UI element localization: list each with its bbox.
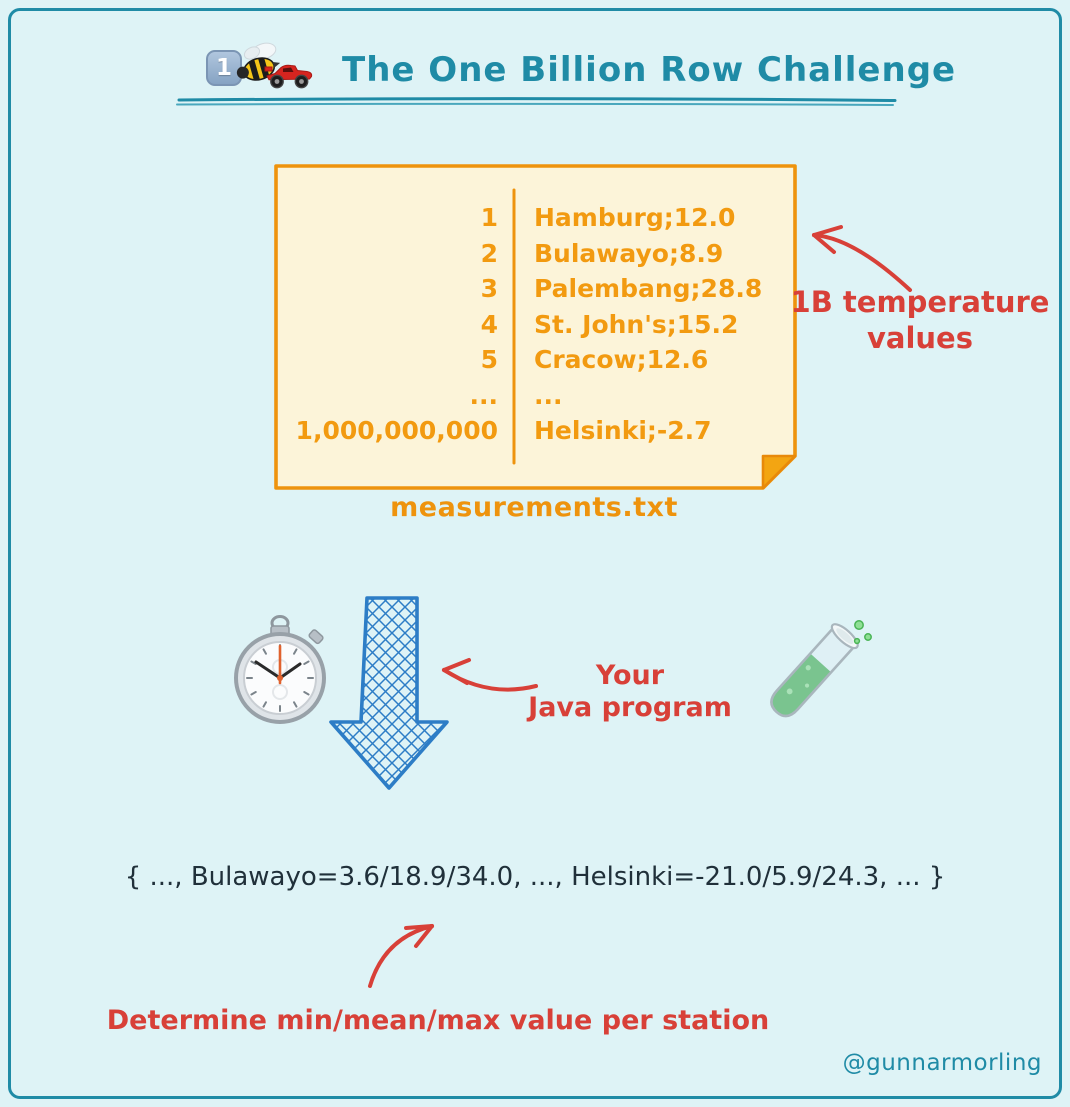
temperature-values-label-line1: 1B temperature — [790, 285, 1050, 319]
file-line-text: Hamburg;12.0 — [534, 203, 736, 233]
red-arrow-to-result-icon — [360, 912, 445, 994]
file-row — [270, 271, 780, 307]
crosshatch-down-arrow-icon — [327, 594, 452, 796]
line-number: 4 — [480, 309, 498, 339]
line-number: 1,000,000,000 — [295, 416, 498, 446]
line-number: 3 — [480, 274, 498, 304]
author-credit: @gunnarmorling — [842, 1050, 1042, 1076]
file-line-text: St. John's;15.2 — [534, 309, 739, 339]
file-content — [270, 200, 780, 449]
line-number: ... — [469, 380, 498, 410]
temperature-values-label — [790, 284, 1050, 356]
test-tube-icon — [738, 610, 878, 750]
line-number: 1 — [480, 203, 498, 233]
temperature-values-label-line2: values — [867, 321, 973, 355]
stopwatch-icon — [228, 610, 332, 728]
file-row — [270, 307, 780, 343]
file-row — [270, 200, 780, 236]
file-line-text: Bulawayo;8.9 — [534, 238, 724, 268]
file-row — [270, 236, 780, 272]
java-program-label-line2: Java program — [528, 692, 732, 723]
file-line-text: ... — [534, 380, 563, 410]
file-line-text: Helsinki;-2.7 — [534, 416, 712, 446]
determine-label: Determine min/mean/max value per station — [106, 1005, 770, 1036]
result-line: { ..., Bulawayo=3.6/18.9/34.0, ..., Helsinki=-21.0/5.9/24.3, ... } — [124, 862, 946, 892]
file-row — [270, 342, 780, 378]
file-row — [270, 378, 780, 414]
java-program-label-line1: Your — [595, 660, 665, 691]
file-caption: measurements.txt — [390, 492, 678, 523]
line-number: 5 — [480, 345, 498, 375]
file-line-text: Cracow;12.6 — [534, 345, 709, 375]
file-row — [270, 413, 780, 449]
racing-car-icon — [264, 58, 314, 90]
file-line-text: Palembang;28.8 — [534, 274, 763, 304]
title-underline — [176, 96, 898, 108]
java-program-label — [510, 660, 750, 724]
keycap-digit: 1 — [215, 55, 232, 81]
page-title: The One Billion Row Challenge — [342, 50, 957, 90]
line-number: 2 — [480, 238, 498, 268]
file-fold-corner — [763, 456, 795, 488]
